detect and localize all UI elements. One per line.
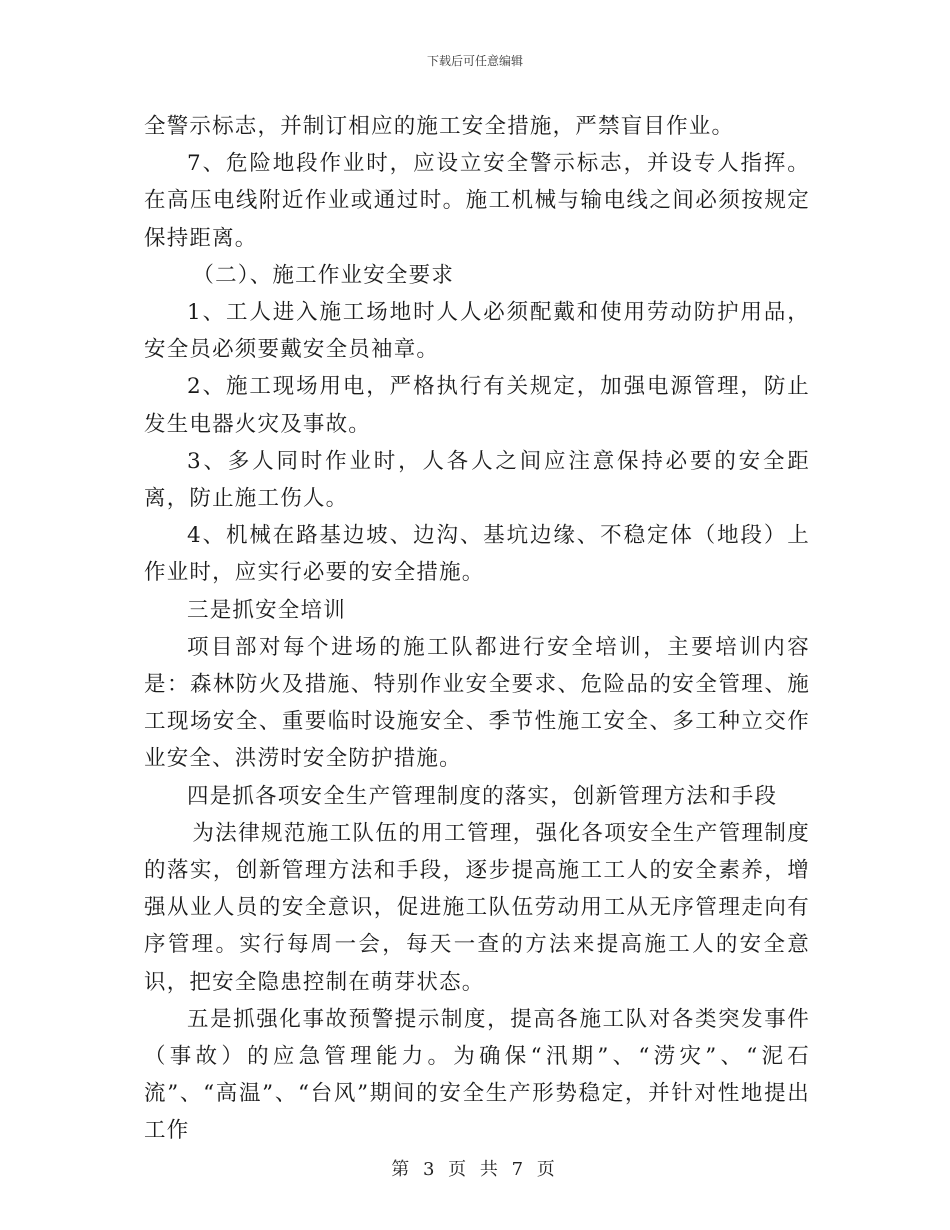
- paragraph: 2、施工现场用电，严格执行有关规定，加强电源管理，防止发生电器火灾及事故。: [144, 374, 810, 437]
- section-heading: 三是抓安全培训: [187, 597, 346, 623]
- page-number-footer: 第 3 页 共 7 页: [391, 1159, 559, 1180]
- paragraph: 为法律规范施工队伍的用工管理，强化各项安全生产管理制度的落实，创新管理方法和手段，逐步提高施工工人的安全素养，增强从业人员的安全意识，促进施工队伍劳动用工从无序管理走向有序管理。实行每周一会，每天一查的方法来提高施工人的安全意识，把安全隐患控制在萌芽状态。: [144, 820, 810, 995]
- section-heading: （二）、施工作业安全要求: [192, 262, 455, 288]
- paragraph: 1、工人进入施工场地时人人必须配戴和使用劳动防护用品，安全员必须要戴安全员袖章。: [144, 300, 810, 363]
- paragraph: 全警示标志，并制订相应的施工安全措施，严禁盲目作业。: [144, 114, 735, 139]
- paragraph: 3、多人同时作业时，人各人之间应注意保持必要的安全距离，防止施工伤人。: [144, 448, 810, 512]
- paragraph: 项目部对每个进场的施工队都进行安全培训，主要培训内容是：森林防火及措施、特别作业安全要求、危险品的安全管理、施工现场安全、重要临时设施安全、季节性施工安全、多工种立交作业安全、洪涝时安全防护措施。: [144, 634, 810, 772]
- paragraph: 五是抓强化事故预警提示制度，提高各施工队对各类突发事件（事故）的应急管理能力。为确保“汛期”、“涝灾”、“泥石流”、“高温”、“台风”期间的安全生产形势稳定，并针对性地提出工作: [144, 1006, 810, 1144]
- page-header: 下载后可任意编辑: [426, 54, 523, 68]
- paragraph: 4、机械在路基边坡、边沟、基坑边缘、不稳定体（地段）上作业时，应实行必要的安全措施。: [144, 523, 810, 586]
- document-body: [144, 108, 810, 1150]
- section-heading: 四是抓各项安全生产管理制度的落实，创新管理方法和手段: [187, 783, 778, 809]
- paragraph: 7、危险地段作业时，应设立安全警示标志，并设专人指挥。在高压电线附近作业或通过时。施工机械与输电线之间必须按规定保持距离。: [144, 151, 810, 251]
